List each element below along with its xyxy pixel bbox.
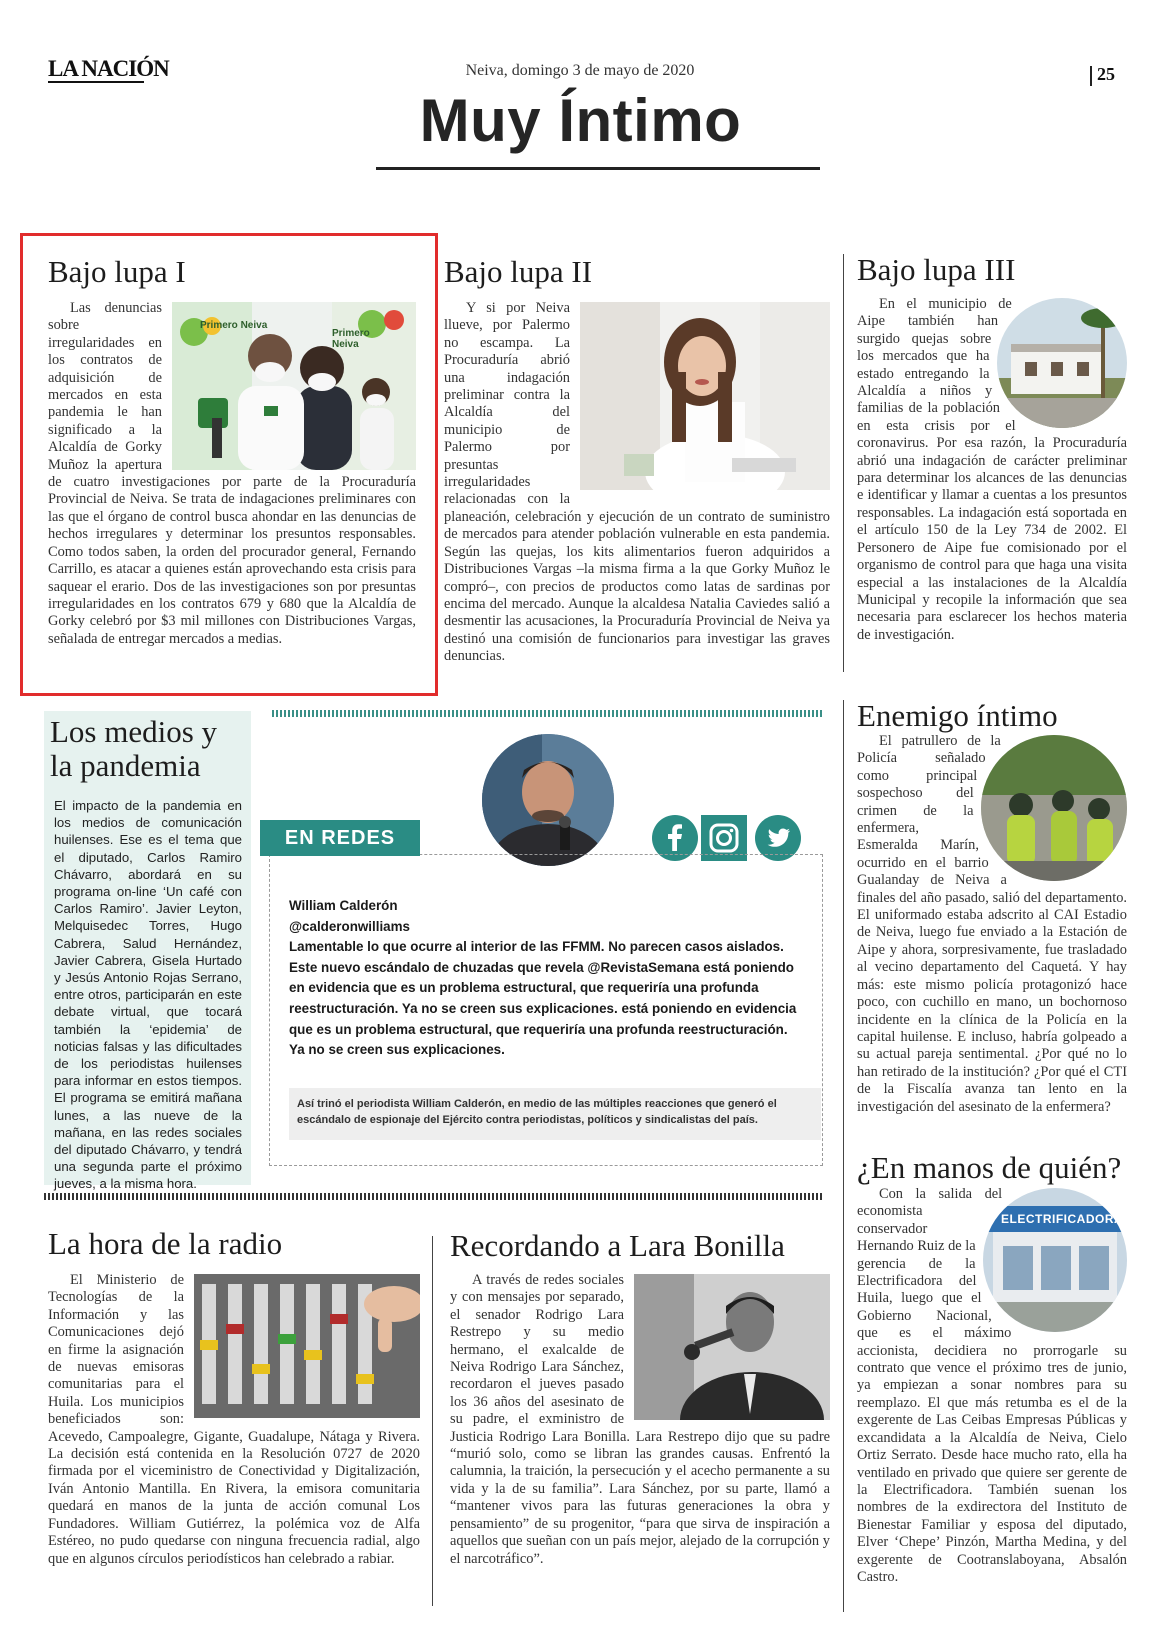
lara-article bbox=[450, 1272, 830, 1568]
bajo-lupa-3-title: Bajo lupa III bbox=[857, 252, 1016, 287]
woman-video-illustration bbox=[580, 302, 830, 490]
page-number-divider bbox=[1090, 66, 1092, 86]
electrificadora-photo bbox=[983, 1188, 1127, 1332]
police-illustration bbox=[981, 735, 1127, 881]
mixer-illustration bbox=[194, 1274, 420, 1418]
manos-title: ¿En manos de quién? bbox=[857, 1150, 1122, 1185]
manos-article bbox=[857, 1186, 1127, 1586]
bajo-lupa-1-title: Bajo lupa I bbox=[48, 254, 186, 289]
electrificadora-illustration bbox=[983, 1188, 1127, 1332]
mixer-photo bbox=[194, 1274, 420, 1418]
page-number: 25 bbox=[1097, 64, 1115, 84]
lara-bonilla-illustration bbox=[634, 1274, 830, 1420]
photo-banner-1: Primero Neiva bbox=[200, 320, 268, 331]
newspaper-logo: LA NACIÓN bbox=[48, 56, 169, 81]
bajo-lupa-2-title: Bajo lupa II bbox=[444, 254, 593, 289]
radio-article bbox=[48, 1272, 420, 1568]
author-portrait-illustration bbox=[482, 734, 614, 866]
tweet-author: William Calderón bbox=[289, 898, 398, 913]
bajo-lupa-1-article bbox=[48, 300, 416, 648]
bajo-lupa-3-article bbox=[857, 296, 1127, 644]
enemigo-body: El patrullero de la Policía señalado como principal sospechoso del crimen de la enfermera, Esmeralda Marín, ocurrido en el barrio Gualanday de Neiva a finales del año pasado, salió del departamento. El uniformado estaba adscrito al CAI Estadio de Neiva, luego fue enviado a la Estación de Aipe y ahora, sorpresivamente, fue trasladado al vecino departamento del Caquetá. Y hay más: este mismo policía protagonizó hace poco, con cuchillo en mano, un bochornoso incidente en la clínica de la Policía en la capital huilense. E incluso, habría golpeado a su actual pareja sentimental. ¿Por qué no lo han retirado de la institución? ¿Por qué el CTI de la Fiscalía avanza tan lento en la investigación del asesinato de la enfermera? bbox=[857, 733, 1127, 1115]
medios-title-line-1: Los medios y bbox=[50, 714, 218, 749]
bajo-lupa-2-body: Y si por Neiva llueve, por Palermo no escampa. La Procuraduría abrió una indagación preliminar contra la Alcaldía del municipio de Palermo por presuntas irregularidades relacionadas con la planeación, celebración y ejecución de un contrato de suministro de mercados para atender población vulnerable en esta pandemia. Según las quejas, los kits alimentarios fueron adquiridos a Distribuciones Vargas –la misma firma a la que Gorky Muñoz le compró–, con precios de productos como latas de sardinas por encima del mercado. Aunque la alcaldesa Natalia Caviedes salió a desmentir las acusaciones, la Procuraduría Provincial de Neiva ya destinó una comisión de funcionarios para investigar las graves denuncias. bbox=[444, 300, 830, 665]
tweet-handle: @calderonwilliams bbox=[289, 918, 410, 934]
manos-body: Con la salida del economista conservador Hernando Ruiz de la gerencia de la Electrificadora del Huila, luego que el Gobierno Nacional, que es el máximo accionista, decidiera no prorrogarle su contrato que vence el próximo tres de junio, ya empiezan a sonar nombres para su reemplazo. El que más retumba es el de la exgerente de Las Ceibas Empresas Públicas y excandidata a la Alcaldía de Neiva, Cielo Ortiz Serrato. Desde hace mucho rato, ella ha ventilado en privado que quiere ser gerente de la Electrificadora. También suenan los nombres de la exdirectora del Instituto de Bienestar Familiar y esposa del diputado, Elver ‘Chepe’ Pinzón, Martha Medina, y del exgerente de Cootranslaboyana, Absalón Castro. bbox=[857, 1186, 1127, 1585]
bajo-lupa-1-body: Las denuncias sobre irregularidades en los contratos de adquisición de mercados en esta pandemia le han significado a la Alcaldía de Gorky Muñoz la apertura de cuatro investigaciones por parte de la Procuraduría Provincial de Neiva. Se trata de indagaciones preliminares con las que el órgano de control busca ahondar en las denuncias de hechos irregulares y determinar los presuntos responsables. Como todos saben, la orden del procurador general, Fernando Carrillo, es atacar a quienes están aprovechando esta crisis para saquear el erario. Dos de las investigaciones son por presuntas irregularidades en los contratos 679 y 680 que la Alcaldía de Gorky celebró por $3 mil millones con Distribuciones Vargas, señalada de entregar mercados a medias. bbox=[48, 300, 416, 647]
section-title: Muy Íntimo bbox=[419, 87, 742, 154]
lara-bonilla-photo bbox=[634, 1274, 830, 1420]
column-rule-bottom bbox=[432, 1236, 433, 1606]
en-redes-label: EN REDES bbox=[260, 820, 420, 856]
tweet-content bbox=[289, 896, 805, 1061]
photo-banner-2: Primero Neiva bbox=[332, 328, 370, 350]
lara-title: Recordando a Lara Bonilla bbox=[450, 1228, 785, 1263]
enemigo-title: Enemigo íntimo bbox=[857, 698, 1058, 733]
bajo-lupa-3-body: En el municipio de Aipe también han surgido quejas sobre los mercados que ha estado entregando la Alcaldía a niños y familias de la población en esta crisis por el coronavirus. Por esa razón, la Procuraduría abrió una indagación de carácter preliminar para determinar los alcances de las denuncias e identificar y llamar a cuentas a los presuntos responsables. La indagación está soportada en el artículo 150 de la Ley 734 de 2002. El Personero de Aipe fue comisionado por el organismo de control para que haga una visita especial a las instalaciones de la Alcaldía Municipal y recopile la información que sea necesaria para esclarecer los hechos materia de investigación. bbox=[857, 296, 1127, 643]
column-rule-right-top bbox=[843, 254, 844, 672]
teal-hatch-divider bbox=[272, 710, 822, 717]
aipe-building-photo bbox=[997, 298, 1127, 428]
medios-title-line-2: la pandemia bbox=[50, 748, 201, 783]
aipe-building-illustration bbox=[997, 298, 1127, 428]
official-video-photo bbox=[580, 302, 830, 490]
section-rule bbox=[376, 167, 820, 170]
column-rule-right-bottom bbox=[843, 700, 844, 1612]
author-avatar bbox=[482, 734, 614, 866]
radio-body: El Ministerio de Tecnologías de la Información y las Comunicaciones dejó en firme la asignación de nuevas emisoras comunitarias para el Huila. Los municipios beneficiados son: Acevedo, Campoalegre, Gigante, Guadalupe, Nátaga y Rivera. La decisión está contenida en la Resolución 0727 de 2020 firmada por el viceministro de Conectividad y Digitalización, Iván Antonio Mantilla. En Rivera, la emisora comunitaria quedará en manos de la junta de acción comunal Los Fundadores. William Gutiérrez, la polémica voz de Alfa Estéreo, no pudo quedarse con ninguna frecuencia radial, algo que en algunos círculos periodísticos han celebrado a rabiar. bbox=[48, 1272, 420, 1567]
radio-title: La hora de la radio bbox=[48, 1226, 283, 1261]
hatch-divider bbox=[44, 1193, 822, 1200]
issue-date: Neiva, domingo 3 de mayo de 2020 bbox=[465, 62, 695, 79]
tweet-body: Lamentable lo que ocurre al interior de las FFMM. No parecen casos aislados. Este nuevo escándalo de chuzadas que revela @RevistaSemana está poniendo en evidencia que es un problema estructural, que requeriría una profunda reestructuración. Ya no se creen sus explicaciones. está poniendo en evidencia que es un problema estructural, que requeriría una profunda reestructuración. Ya no se creen sus explicaciones. bbox=[289, 939, 797, 1058]
enemigo-article bbox=[857, 733, 1127, 1116]
electrificadora-sign: ELECTRIFICADORA bbox=[1001, 1212, 1124, 1226]
police-photo bbox=[981, 735, 1127, 881]
logo-underline bbox=[48, 81, 144, 83]
lara-body: A través de redes sociales y con mensajes por separado, el senador Rodrigo Lara Restrepo y su medio hermano, el exalcalde de Neiva Rodrigo Lara Sánchez, recordaron el jueves pasado los 36 años del asesinato de su padre, el exministro de Justicia Rodrigo Lara Bonilla. Lara Restrepo dijo que su padre “murió solo, como se libran las grandes causas. Enfrentó la calumnia, la traición, la persecución y el acecho permanente a su vida y la de su familia”. Lara Sánchez, por su parte, llamó a “mantener vivos para las futuras generaciones la obra y pensamiento” de su progenitor, “para que sirva de inspiración a aquellos que sueñan con un país mejor, alejado de la corrupción y el narcotráfico”. bbox=[450, 1272, 830, 1567]
bajo-lupa-2-article bbox=[444, 300, 830, 666]
tweet-caption: Así trinó el periodista William Calderón, en medio de las múltiples reacciones que generó el escándalo de espionaje del Ejército contra periodistas, políticos y sindicalistas del país. bbox=[289, 1088, 821, 1140]
medios-body: El impacto de la pandemia en los medios de comunicación huilenses. Ese es el tema que el diputado, Carlos Ramiro Chávarro, abordará en su programa on-line ‘Un café con Carlos Ramiro’. Javier Leyton, Melquisedec Torres, Hugo Cabrera, Salud Hernández, Javier Cabrera, Gisela Hurtado y Jesús Antonio Rojas Serrano, entre otros, participarán en este debate virtual, que tocará también la ‘epidemia’ de noticias falsas y las dificultades de los periodistas huilenses para informar en estos tiempos. El programa se emitirá mañana lunes, a las nueve de la mañana, en las redes sociales del diputado Chávarro, y tendrá una segunda parte el próximo jueves, a la misma hora. bbox=[54, 798, 242, 1192]
press-conference-photo bbox=[172, 302, 416, 470]
